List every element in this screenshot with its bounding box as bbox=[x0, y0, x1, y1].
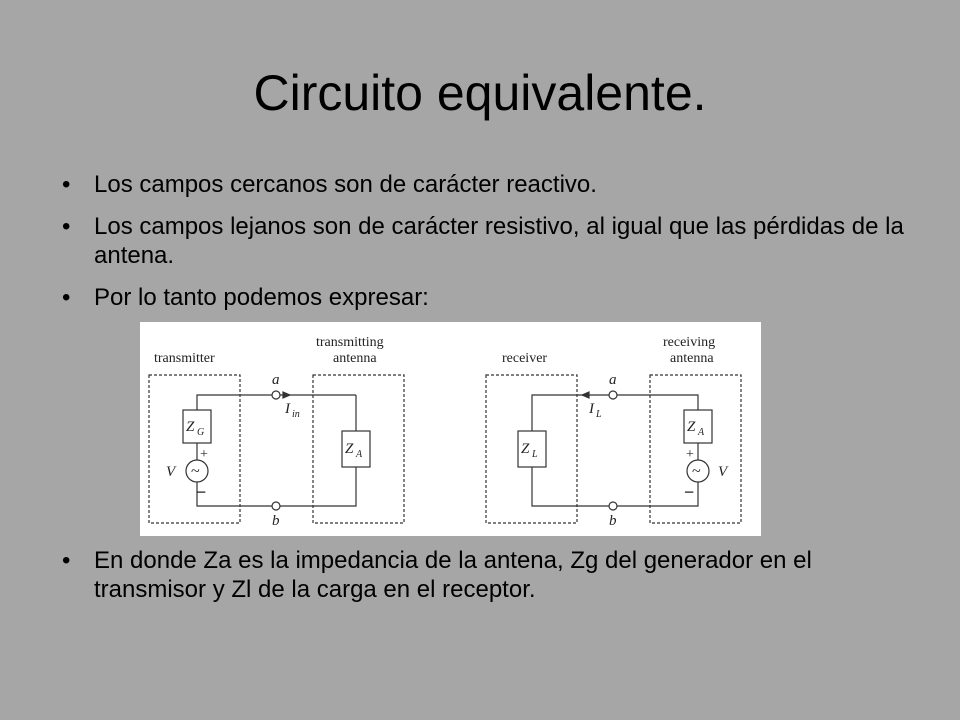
zg-subscript: G bbox=[197, 427, 205, 438]
zl-label: Z bbox=[521, 441, 530, 457]
receiving-label: receiving bbox=[663, 335, 716, 350]
bullet-item: • Por lo tanto podemos expresar: bbox=[62, 283, 912, 312]
node-a-rx bbox=[609, 391, 617, 399]
node-b-rx bbox=[609, 502, 617, 510]
node-a-label-rx: a bbox=[609, 372, 617, 388]
zg-label: Z bbox=[186, 419, 195, 435]
tilde-icon: ~ bbox=[191, 463, 200, 480]
minus-sign: − bbox=[196, 482, 207, 502]
bullet-item: • Los campos lejanos son de carácter resistivo, al igual que las pérdidas de la antena. bbox=[62, 212, 912, 270]
za-label: Z bbox=[345, 441, 354, 457]
current-arrow bbox=[283, 392, 290, 398]
current-label: I bbox=[285, 401, 290, 417]
equivalent-circuit-diagram bbox=[140, 322, 761, 536]
minus-sign-rx: − bbox=[684, 482, 695, 502]
antenna-label: antenna bbox=[333, 351, 377, 366]
receiver-label: receiver bbox=[502, 351, 548, 366]
node-a bbox=[272, 391, 280, 399]
bullet-item: • Los campos cercanos son de carácter reactivo. bbox=[62, 170, 912, 199]
transmitting-label: transmitting bbox=[316, 335, 384, 350]
wire-bottom-left-rx bbox=[532, 467, 609, 506]
receiving-antenna-box bbox=[650, 375, 741, 523]
v-label: V bbox=[166, 464, 176, 480]
circuit-svg bbox=[140, 322, 761, 536]
bullet-item: • En donde Za es la impedancia de la antena, Zg del generador en el transmisor y Zl de la carga en el receptor. bbox=[62, 546, 914, 604]
node-b-label-rx: b bbox=[609, 513, 617, 529]
v-label-rx: V bbox=[718, 464, 728, 480]
node-b bbox=[272, 502, 280, 510]
plus-sign: + bbox=[200, 447, 208, 462]
za-subscript-rx: A bbox=[698, 427, 705, 438]
current-subscript-rx: L bbox=[596, 409, 602, 420]
zl-subscript: L bbox=[532, 449, 538, 460]
transmitter-label: transmitter bbox=[154, 351, 215, 366]
tilde-icon-rx: ~ bbox=[692, 463, 701, 480]
plus-sign-rx: + bbox=[686, 447, 694, 462]
transmitter-box bbox=[149, 375, 240, 523]
antenna-label-rx: antenna bbox=[670, 351, 714, 366]
current-subscript: in bbox=[292, 409, 300, 420]
wire-bottom-left bbox=[197, 482, 272, 506]
current-label-rx: I bbox=[589, 401, 594, 417]
za-subscript: A bbox=[356, 449, 363, 460]
za-label-rx: Z bbox=[687, 419, 696, 435]
current-arrow-rx bbox=[582, 392, 589, 398]
wire-za-bottom bbox=[280, 467, 356, 506]
slide-title: Circuito equivalente. bbox=[253, 65, 707, 121]
node-b-label: b bbox=[272, 513, 280, 529]
node-a-label: a bbox=[272, 372, 280, 388]
